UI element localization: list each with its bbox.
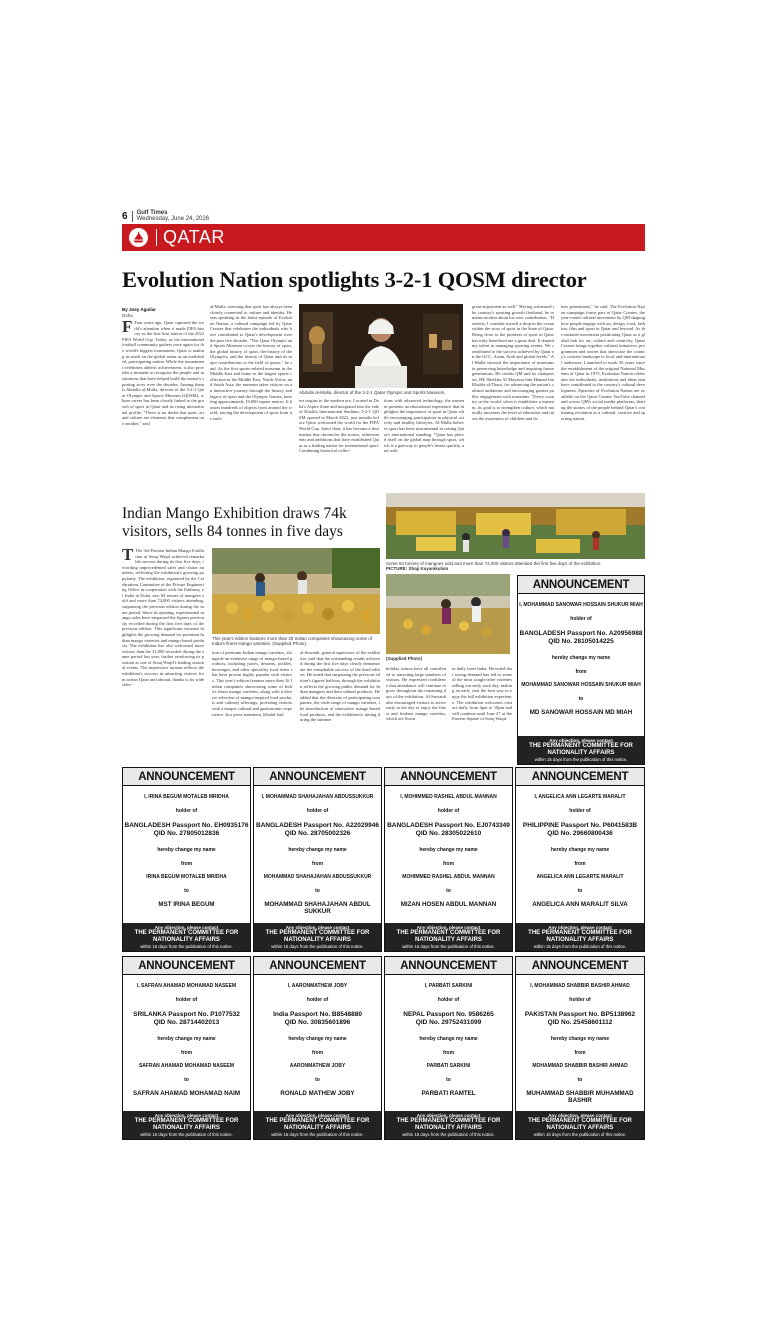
change-name-label: hereby change my name bbox=[550, 1036, 610, 1042]
mango-column-4 bbox=[386, 666, 446, 763]
new-name: MST IRINA BEGUM bbox=[158, 901, 215, 908]
passport-number: NEPAL Passport No. 9586265 bbox=[403, 1011, 494, 1018]
change-name-label: hereby change my name bbox=[157, 847, 216, 853]
committee-name: THE PERMANENT COMMITTEE FOR NATIONALITY AFFAIRS bbox=[265, 930, 370, 943]
ad-title: ANNOUNCEMENT bbox=[516, 768, 644, 786]
ad-footer bbox=[123, 923, 250, 951]
change-name-label: hereby change my name bbox=[551, 655, 611, 661]
section-banner bbox=[122, 224, 645, 251]
mango-column-3 bbox=[300, 650, 380, 763]
newspaper-page bbox=[122, 206, 645, 1136]
change-name-label: hereby change my name bbox=[157, 1036, 216, 1042]
passport-number: SRILANKA Passport No. P1077532 bbox=[133, 1011, 240, 1018]
qid-number: QID No. 30835601896 bbox=[284, 1019, 351, 1026]
old-name: MOHIMMED RASHEL ABDUL MANNAN bbox=[402, 874, 495, 880]
committee-name: THE PERMANENT COMMITTEE FOR NATIONALITY AFFAIRS bbox=[134, 930, 239, 943]
mango-stall-photo bbox=[212, 548, 380, 634]
announcement-box bbox=[517, 575, 645, 765]
article-text: est origins to the modern era. Located in Doha's Aspire Zone and integrated into the side of Khalifa International Stadium, 3-2-1 QOSM opened in March 2022, just months before Qatar welcomed the world for the FIFA World Cup. Since then, it has become a destination that chronicles the stories, achievements and ambitions that have established Qatar as a leading nation for international sport. Combining historical collec- bbox=[299, 398, 379, 454]
qid-number: QID No. 28105014225 bbox=[548, 638, 614, 645]
objection-note: Any objection, please contact bbox=[416, 925, 481, 930]
holder-label: holder of bbox=[306, 997, 329, 1003]
qid-number: QID No. 29660800436 bbox=[547, 830, 613, 837]
announcement-box bbox=[384, 767, 513, 952]
old-name: MOHAMMAD SHABBIR BASHIR AHMAD bbox=[532, 1063, 628, 1069]
qid-number: QID No. 28305022610 bbox=[415, 830, 482, 837]
ad-footer bbox=[385, 923, 512, 951]
deadline-note: within 15 days from the publication of this notice. bbox=[271, 1132, 364, 1137]
objection-note: Any objection, please contact bbox=[285, 1113, 350, 1118]
to-label: to bbox=[577, 888, 583, 894]
new-name: MD SANOWAR HOSSAIN MD MIAH bbox=[529, 709, 633, 716]
applicant-name: I, IRINA BEGUM MOTALEB MRIDHA bbox=[144, 794, 229, 800]
committee-name: THE PERMANENT COMMITTEE FOR NATIONALITY AFFAIRS bbox=[265, 1118, 370, 1131]
ad-footer bbox=[254, 1111, 381, 1139]
article-text: The 3rd Passion Indian Mango Exhibition at Souq Waqif achieved remarkable success during its first five days, recording unprecedented sales and visitor numbers, reflecting the exhibition's growing popularity. The exhibition, organised by the Celebrations Committee of the Private Engineering Office in cooperation with the Embassy of India in Doha, saw 84 tonnes of mangoes sold and more than 74,000 visitors attending, surpassing the previous edition during the same period. Since its opening, experimental mango sales have surpassed the figures previously recorded during the first five days of the previous edition. This significant increase highlights the growing demand for premium Indian mango varieties and mango-based products. The exhibition has also welcomed more visitors than the 31,000 recorded during the same period last year, further reinforcing its position as one of Souq Waqif's leading seasonal events. The impressive turnout reflects the exhibition's success in attracting visitors from across Qatar and abroad, thanks to its wide selec- bbox=[122, 548, 204, 688]
folio bbox=[122, 209, 209, 223]
new-name: ANGELICA ANN MARALIT SILVA bbox=[532, 901, 628, 908]
article-column-4 bbox=[384, 398, 464, 485]
ad-footer bbox=[385, 1111, 512, 1139]
applicant-name: I, PARBATI SARKINI bbox=[424, 983, 473, 989]
old-name: IRINA BEGUM MOTALEB MRIDHA bbox=[146, 874, 227, 880]
old-name: SAFRAN AHAMAD MOHAMAD NASEEM bbox=[138, 1063, 235, 1069]
change-name-label: hereby change my name bbox=[288, 1036, 347, 1042]
passport-number: BANGLADESH Passport No. EJ0743349 bbox=[387, 822, 510, 829]
new-name: MIZAN HOSEN ABDUL MANNAN bbox=[400, 901, 497, 908]
page-number: 6 bbox=[122, 210, 128, 222]
from-label: from bbox=[442, 1050, 455, 1056]
article-column-3 bbox=[299, 398, 379, 485]
museum-director-photo bbox=[299, 304, 463, 388]
passport-number: BANGLADESH Passport No. EH0935176 bbox=[124, 822, 249, 829]
qid-number: QID No. 28705002326 bbox=[284, 830, 351, 837]
article-text: tions with advanced technology, the museum presents an educational experience that highlights the importance of sport in Qatar while encouraging participation in physical activity and healthy lifestyles. Al-Mulla believes sport has been instrumental in raising Qatar's international standing. "Qatar has placed itself on the global map through sport, which is a gateway to people's hearts quickly, and with bbox=[384, 398, 464, 454]
mango-exhibition-photo bbox=[386, 493, 645, 559]
from-label: from bbox=[574, 861, 586, 867]
ad-footer bbox=[254, 923, 381, 951]
announcement-box bbox=[122, 767, 251, 952]
from-label: from bbox=[311, 861, 324, 867]
article-headline: Indian Mango Exhibition draws 74k visitors, sells 84 tonnes in five days bbox=[122, 505, 347, 540]
from-label: from bbox=[575, 669, 587, 675]
old-name: MOHAMMAD SHAHAJAHAN ABDUSSUKKUR bbox=[263, 874, 372, 880]
passport-number: PAKISTAN Passport No. BP5138962 bbox=[524, 1011, 636, 1018]
ad-footer bbox=[516, 1111, 644, 1139]
applicant-name: I, MOHAMMAD SHAHAJAHAN ABDUSSUKKUR bbox=[261, 794, 374, 800]
applicant-name: I, MOHAMMAD SHABBIR BASHIR AHMAD bbox=[530, 983, 630, 989]
announcement-box bbox=[253, 956, 382, 1140]
passport-number: BANGLADESH Passport No. A22029946 bbox=[256, 822, 379, 829]
holder-label: holder of bbox=[437, 808, 460, 814]
mango-visitors-photo bbox=[386, 574, 510, 654]
committee-name: THE PERMANENT COMMITTEE FOR NATIONALITY AFFAIRS bbox=[528, 1118, 632, 1131]
committee-name: THE PERMANENT COMMITTEE FOR NATIONALITY AFFAIRS bbox=[134, 1118, 239, 1131]
drop-cap: T bbox=[122, 548, 134, 564]
qid-number: QID No. 28714402013 bbox=[153, 1019, 220, 1026]
dhow-logo-icon bbox=[129, 228, 148, 247]
article-text: al-Suwaidi, general supervisor of the exhibition, said that the outstanding results achieved during the first five days clearly demonstrate the remarkable success of the third edition. He noted that surpassing the previous edition's figures halfway through the exhibition reflects the growing public demand for Indian mangoes and their related products. He added that the diversity of participating companies, the wide range of mango varieties, the introduction of innovative mango-based food products, and the exhibition's timing during the summer bbox=[300, 650, 380, 723]
to-label: to bbox=[446, 1077, 451, 1083]
change-name-label: hereby change my name bbox=[288, 847, 347, 853]
new-name: MOHAMMAD SHAHAJAHAN ABDUL SUKKUR bbox=[264, 901, 371, 915]
announcement-box bbox=[253, 767, 382, 952]
objection-note: Any objection, please contact bbox=[548, 1113, 612, 1118]
to-label: to bbox=[315, 1077, 320, 1083]
deadline-note: within 15 days from the publication of this notice. bbox=[140, 944, 233, 949]
announcement-box bbox=[515, 956, 645, 1140]
old-name: AARONMATHEW JOBY bbox=[289, 1063, 346, 1069]
issue-date: Wednesday, June 24, 2026 bbox=[136, 216, 210, 222]
article-text: tion of premium Indian mango varieties, alongside an extensive range of mango-based products, including juices, desserts, pickles, beverages, and other speciality food items that have proven highly popular with visitors. This year's edition features more than 16 Indian companies showcasing some of India's finest mango varieties, along with a diverse selection of mango-inspired food products and culinary offerings, providing visitors with a unique cultural and gastronomic experience. In a press statement, Khalid Saif bbox=[212, 650, 292, 717]
new-name: MUHAMMAD SHABBIR MUHAMMAD BASHIR bbox=[526, 1090, 634, 1104]
committee-name: THE PERMANENT COMMITTEE FOR NATIONALITY AFFAIRS bbox=[528, 930, 632, 943]
deadline-note: within 15 days from the publication of this notice. bbox=[402, 1132, 495, 1137]
announcement-box bbox=[122, 956, 251, 1140]
photo-caption: This year's edition features more than 28 Indian companies showcasing some of India's finest mango varieties. (Supplied Photo) bbox=[212, 636, 372, 647]
to-label: to bbox=[446, 888, 451, 894]
objection-note: Any objection, please contact bbox=[549, 738, 613, 743]
from-label: from bbox=[180, 1050, 193, 1056]
mango-column-5 bbox=[452, 666, 512, 763]
ad-title: ANNOUNCEMENT bbox=[385, 768, 512, 786]
article-text: Four years ago, Qatar captured the world's attention when it made FIFA history as the first host nation of the 2022 FIFA World Cup. Today, as the international football community gathers once again for the world's biggest tournament, Qatar is making its mark on the global arena as an established, participating nation. While the tournament celebrates athletic achievement, it also provides a moment to recognise the people and institutions that have helped build the nation's sporting story over the decades. Among them is Abdulla al-Mulla, director of the 3-2-1 Qatar Olympic and Sports Museum (QOSM), whose career has been closely linked to the growth of sport in Qatar and its rising international profile. "There is no doubt that sport, art and culture are elements that complement one another," said bbox=[122, 320, 204, 426]
holder-label: holder of bbox=[175, 808, 198, 814]
dateline: Doha bbox=[122, 313, 133, 318]
article-text: ture generations," he said. The Evolution Nation campaign forms part of Qatar Creates, the year-round cultural movement by QM shaping how people engage with art, design, food, fashion, film and sport in Qatar and beyond. As the national movement positioning Qatar as a global hub for art, culture and creativity, Qatar Creates brings together cultural initiatives, programmes and stories that showcase the country's creative landscape to local and international audiences. Launched to mark 50 years since the establishment of the original National Museum of Qatar in 1975, Evolution Nation celebrates the individuals, institutions and ideas that have contributed to the country's cultural development. Episodes of Evolution Nation are available on the Qatar Creates YouTube channel and across QM's social media platforms, sharing the stories of the people behind Qatar's continuing evolution as a cultural, creative and sporting nation. bbox=[561, 304, 645, 421]
deadline-note: within 15 days from the publication of this notice. bbox=[534, 757, 628, 762]
ad-footer bbox=[518, 736, 644, 764]
mango-column-1 bbox=[122, 548, 204, 763]
to-label: to bbox=[577, 1077, 583, 1083]
article-column-2 bbox=[210, 304, 292, 485]
committee-name: THE PERMANENT COMMITTEE FOR NATIONALITY AFFAIRS bbox=[396, 1118, 501, 1131]
objection-note: Any objection, please contact bbox=[154, 1113, 219, 1118]
article-column-1 bbox=[122, 320, 204, 485]
holder-label: holder of bbox=[175, 997, 198, 1003]
deadline-note: within 15 days from the publication of this notice. bbox=[140, 1132, 233, 1137]
old-name: ANGELICA ANN LEGARTE MARALIT bbox=[536, 874, 624, 880]
from-label: from bbox=[180, 861, 193, 867]
ad-footer bbox=[123, 1111, 250, 1139]
ad-title: ANNOUNCEMENT bbox=[123, 768, 250, 786]
to-label: to bbox=[315, 888, 320, 894]
drop-cap: F bbox=[122, 320, 133, 336]
ad-title: ANNOUNCEMENT bbox=[385, 957, 512, 975]
article-headline: Evolution Nation spotlights 3-2-1 QOSM director bbox=[122, 267, 587, 292]
objection-note: Any objection, please contact bbox=[548, 925, 612, 930]
photo-caption: (Supplied Photo) bbox=[386, 656, 422, 661]
new-name: PARBATI RAMTEL bbox=[421, 1090, 476, 1097]
byline: By Joey Aguilar bbox=[122, 307, 156, 312]
passport-number: PHILIPPINE Passport No. P6041583B bbox=[522, 822, 638, 829]
holder-label: holder of bbox=[306, 808, 329, 814]
mango-column-2 bbox=[212, 650, 292, 763]
article-column-6 bbox=[561, 304, 645, 485]
ad-title: ANNOUNCEMENT bbox=[123, 957, 250, 975]
ad-title: ANNOUNCEMENT bbox=[518, 576, 644, 594]
change-name-label: hereby change my name bbox=[419, 847, 478, 853]
article-text: in daily from India. He noted that strong demand has led to some of the most sought-after varieties selling out early each day, making an early visit the best way to enjoy the full exhibition experience. The exhibition welcomes visitors daily from 4pm to 10pm and will continue until June 27 at the Eastern Square of Souq Waqif. bbox=[452, 666, 512, 722]
applicant-name: I, MOHIMMED RASHEL ABDUL MANNAN bbox=[400, 794, 497, 800]
deadline-note: within 15 days from the publication of this notice. bbox=[402, 944, 495, 949]
article-column-5 bbox=[472, 304, 554, 485]
article-text: al-Mulla, stressing that sport has always been closely connected to culture and identity. He was speaking in the latest episode of Evolution Nation, a cultural campaign led by Qatar Creates that celebrates the individuals who have contributed to Qatar's development over the past five decades. "The Qatar Olympic and Sports Museum covers the history of sport, the global history of sport, the history of the Olympics, and the history of Qatar and its major contributions to the field of sports," he said. As the first sports-related museum in the Middle East and home to the largest sports collection in the Middle East, North Africa, and South Asia, the museum takes visitors on an interactive journey through the history and legacy of sport and the Olympic Games, boasting approximately 19,000 square metres. It houses hundreds of objects from around the world, tracing the development of sport from its earli- bbox=[210, 304, 292, 421]
objection-note: Any objection, please contact bbox=[285, 925, 350, 930]
photo-caption: Abdulla al-Mulla, director of the 3-2-1 Qatar Olympic and Sports Museum. bbox=[299, 390, 446, 395]
applicant-name: I, AARONMATHEW JOBY bbox=[287, 983, 348, 989]
applicant-name: I, ANGELICA ANN LEGARTE MARALIT bbox=[534, 794, 626, 800]
old-name: MOHAMMAD SANOWAR HOSSAIN SHUKUR MIAH bbox=[521, 682, 641, 688]
folio-divider bbox=[132, 211, 133, 222]
article-text: holiday season have all contributed to attracting large numbers of visitors. He expressed confidence that attendance will continue to grow throughout the remaining days of the exhibition. Al-Suwaidi also encouraged visitors to arrive early in the day to enjoy the finest and freshest mango varieties, which are flown bbox=[386, 666, 446, 722]
deadline-note: within 15 days from the publication of this notice. bbox=[533, 1132, 627, 1137]
change-name-label: hereby change my name bbox=[419, 1036, 478, 1042]
ad-title: ANNOUNCEMENT bbox=[516, 957, 644, 975]
holder-label: holder of bbox=[570, 616, 592, 622]
ad-title: ANNOUNCEMENT bbox=[254, 768, 381, 786]
deadline-note: within 15 days from the publication of this notice. bbox=[533, 944, 627, 949]
paper-name: Gulf Times bbox=[136, 210, 168, 216]
new-name: SAFRAN AHAMAD MOHAMAD NAIM bbox=[132, 1090, 240, 1097]
from-label: from bbox=[574, 1050, 586, 1056]
from-label: from bbox=[442, 861, 455, 867]
objection-note: Any objection, please contact bbox=[154, 925, 219, 930]
committee-name: THE PERMANENT COMMITTEE FOR NATIONALITY AFFAIRS bbox=[529, 743, 633, 756]
qid-number: QID No. 27805012836 bbox=[153, 830, 220, 837]
qid-number: QID No. 29752431099 bbox=[415, 1019, 482, 1026]
old-name: PARBATI SARKINI bbox=[426, 1063, 471, 1069]
banner-divider bbox=[156, 229, 157, 246]
section-title: QATAR bbox=[163, 227, 225, 247]
qid-number: QID No. 25458601112 bbox=[547, 1019, 613, 1026]
article-text: great enjoyment as well." Having witnessed the country's sporting growth firsthand, he remains modest about his own contribution. "Honestly, I consider myself a drop in the ocean within the story of sport in the State of Qatar. Being close to the pioneers of sport in Qatar has truly benefitted me a great deal. It shaped my talent in managing sporting events. We contributed to the success achieved by Qatar on the GCC, Asian, Arab and global levels." Al-Mulla stressed the importance of museums in preserving knowledge and inspiring future generations. He credits QM and its chairperson, HE Sheikha Al Mayassa bint Hamad bin Khalifa al-Thani, for advancing the nation's cultural ambitions and encouraging greater public engagement with museums. "Every country in the world, when it establishes a museum, its goal is to strengthen culture, which naturally increases the level of education and raises the awareness of children and fu- bbox=[472, 304, 554, 421]
applicant-name: I, MOHAMMAD SANOWAR HOSSAIN SHUKUR MIAH bbox=[519, 602, 643, 608]
passport-number: BANGLADESH Passport No. A20956988 bbox=[519, 630, 643, 637]
to-label: to bbox=[184, 1077, 189, 1083]
committee-name: THE PERMANENT COMMITTEE FOR NATIONALITY AFFAIRS bbox=[396, 930, 501, 943]
announcement-box bbox=[515, 767, 645, 952]
photo-caption: Some 84 tonnes of mangoes sold and more than 74,000 visitors attended the first five days of the exhibition. bbox=[386, 561, 602, 566]
holder-label: holder of bbox=[437, 997, 460, 1003]
applicant-name: I, SAFRAN AHAMAD MOHAMAD NASEEM bbox=[136, 983, 237, 989]
to-label: to bbox=[578, 696, 584, 702]
change-name-label: hereby change my name bbox=[550, 847, 610, 853]
objection-note: Any objection, please contact bbox=[416, 1113, 481, 1118]
announcement-box bbox=[384, 956, 513, 1140]
ad-footer bbox=[516, 923, 644, 951]
deadline-note: within 15 days from the publication of this notice. bbox=[271, 944, 364, 949]
holder-label: holder of bbox=[569, 997, 591, 1003]
passport-number: India Passport No. B8548880 bbox=[273, 1011, 362, 1018]
to-label: to bbox=[184, 888, 189, 894]
from-label: from bbox=[311, 1050, 324, 1056]
new-name: RONALD MATHEW JOBY bbox=[280, 1090, 355, 1097]
photo-credit: PICTURE: Shaji Kayamkulam bbox=[386, 566, 449, 572]
ad-title: ANNOUNCEMENT bbox=[254, 957, 381, 975]
holder-label: holder of bbox=[569, 808, 591, 814]
